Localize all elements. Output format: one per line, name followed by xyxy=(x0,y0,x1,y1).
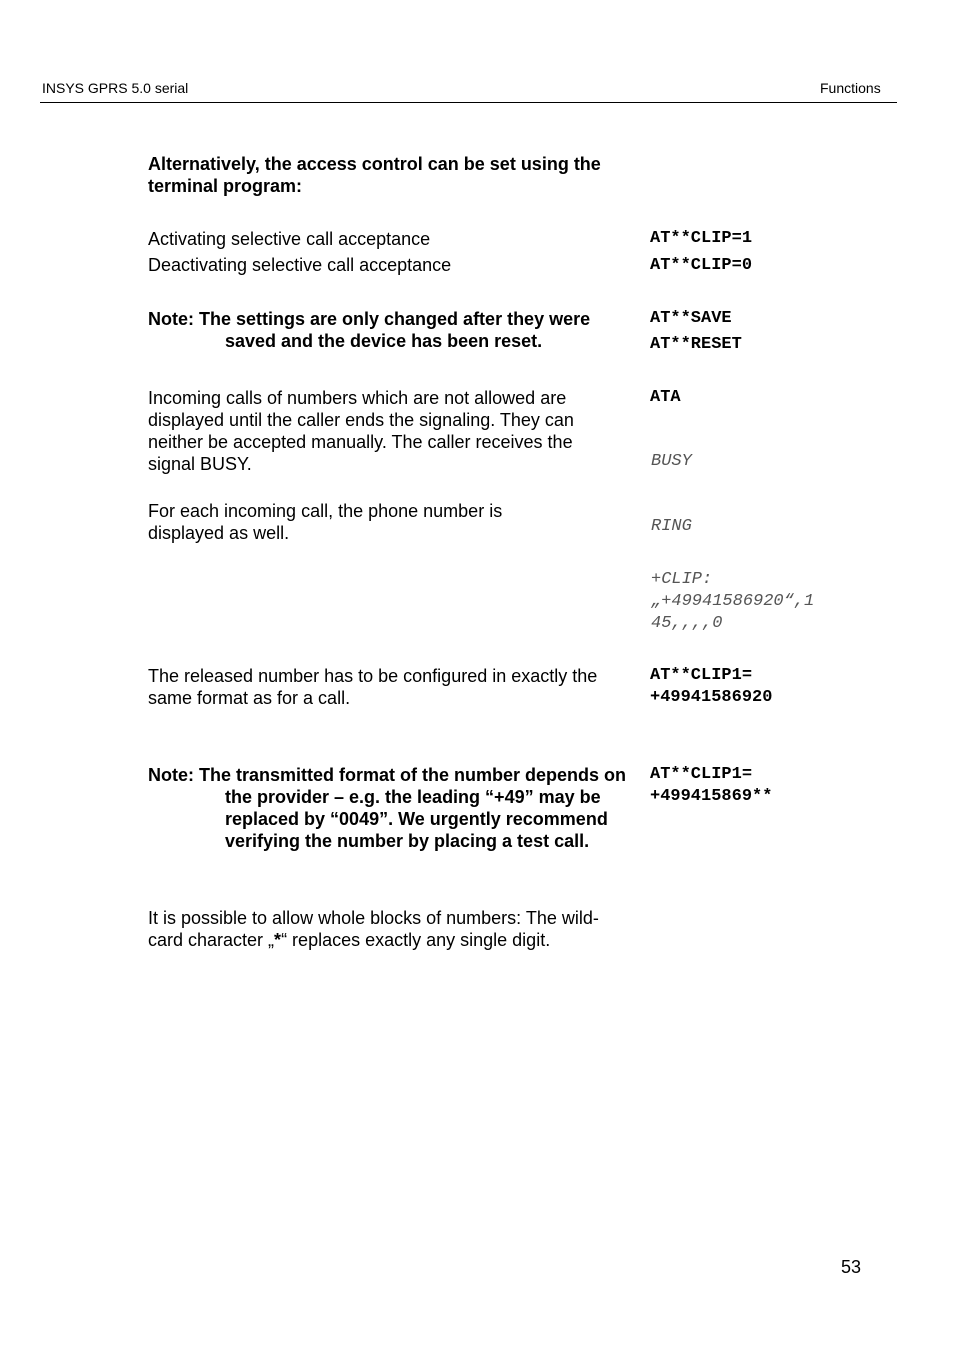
running-header-title: INSYS GPRS 5.0 serial xyxy=(42,80,189,96)
cmd-clip1-number xyxy=(650,665,850,709)
cmd-ata: ATA xyxy=(650,388,681,407)
wildcard-line-2-start: card character „ xyxy=(148,930,275,950)
wildcard-line-2-end: “ replaces exactly any single digit. xyxy=(281,930,551,950)
phone-display-paragraph xyxy=(148,500,628,544)
activate-text: Activating selective call acceptance xyxy=(148,229,431,249)
note-settings xyxy=(148,308,628,352)
phone-display-line-1: For each incoming call, the phone number is xyxy=(148,501,503,521)
wildcard-paragraph xyxy=(148,907,628,951)
section-heading xyxy=(148,153,628,197)
incoming-line-3: neither be accepted manually. The caller receives the xyxy=(148,432,573,452)
resp-clip-line-2: „+49941586920“,1 xyxy=(651,592,815,611)
released-line-1: The released number has to be configured in exactly the xyxy=(148,666,598,686)
incoming-line-4: signal BUSY. xyxy=(148,454,252,474)
note-format xyxy=(148,764,628,852)
resp-clip-line-3: 45,,,,0 xyxy=(651,614,723,633)
released-number-paragraph xyxy=(148,665,628,709)
resp-busy: BUSY xyxy=(651,452,692,471)
phone-display-line-2: displayed as well. xyxy=(148,523,290,543)
page-number: 53 xyxy=(841,1257,862,1277)
section-heading-line-2: terminal program: xyxy=(148,176,303,196)
deactivate-text: Deactivating selective call acceptance xyxy=(148,255,452,275)
cmd-clip1-wildcard-line-1: AT**CLIP1= xyxy=(650,765,753,784)
cmd-clip1-line-1: AT**CLIP1= xyxy=(650,666,753,685)
resp-clip-line-1: +CLIP: xyxy=(651,570,713,589)
note-settings-line-1: Note: The settings are only changed after they were xyxy=(148,309,591,329)
header-rule xyxy=(40,102,897,103)
released-line-2: same format as for a call. xyxy=(148,688,351,708)
wildcard-star: * xyxy=(274,930,282,950)
cmd-reset: AT**RESET xyxy=(650,335,742,354)
cmd-clip-deactivate: AT**CLIP=0 xyxy=(650,256,753,275)
cmd-clip1-wildcard-line-2: +499415869** xyxy=(650,787,773,806)
cmd-clip1-line-2: +49941586920 xyxy=(650,688,773,707)
incoming-line-2: displayed until the caller ends the signaling. They can xyxy=(148,410,574,430)
note-settings-line-2: saved and the device has been reset. xyxy=(225,331,543,351)
cmd-save: AT**SAVE xyxy=(650,309,732,328)
incoming-calls-paragraph xyxy=(148,387,628,475)
resp-clip xyxy=(651,569,851,635)
section-heading-line-1: Alternatively, the access control can be set using the xyxy=(148,154,601,174)
note-format-line-2: the provider – e.g. the leading “+49” may be xyxy=(225,787,601,807)
cmd-clip-activate: AT**CLIP=1 xyxy=(650,229,753,248)
wildcard-line-2 xyxy=(148,929,628,951)
note-format-line-4: verifying the number by placing a test call. xyxy=(225,831,590,851)
cmd-clip1-wildcard xyxy=(650,764,850,808)
resp-ring: RING xyxy=(651,517,692,536)
note-format-line-3: replaced by “0049”. We urgently recommend xyxy=(225,809,608,829)
incoming-line-1: Incoming calls of numbers which are not allowed are xyxy=(148,388,567,408)
note-format-line-1: Note: The transmitted format of the number depends on xyxy=(148,765,627,785)
running-header-section: Functions xyxy=(820,80,881,96)
wildcard-line-1: It is possible to allow whole blocks of numbers: The wild- xyxy=(148,908,599,928)
